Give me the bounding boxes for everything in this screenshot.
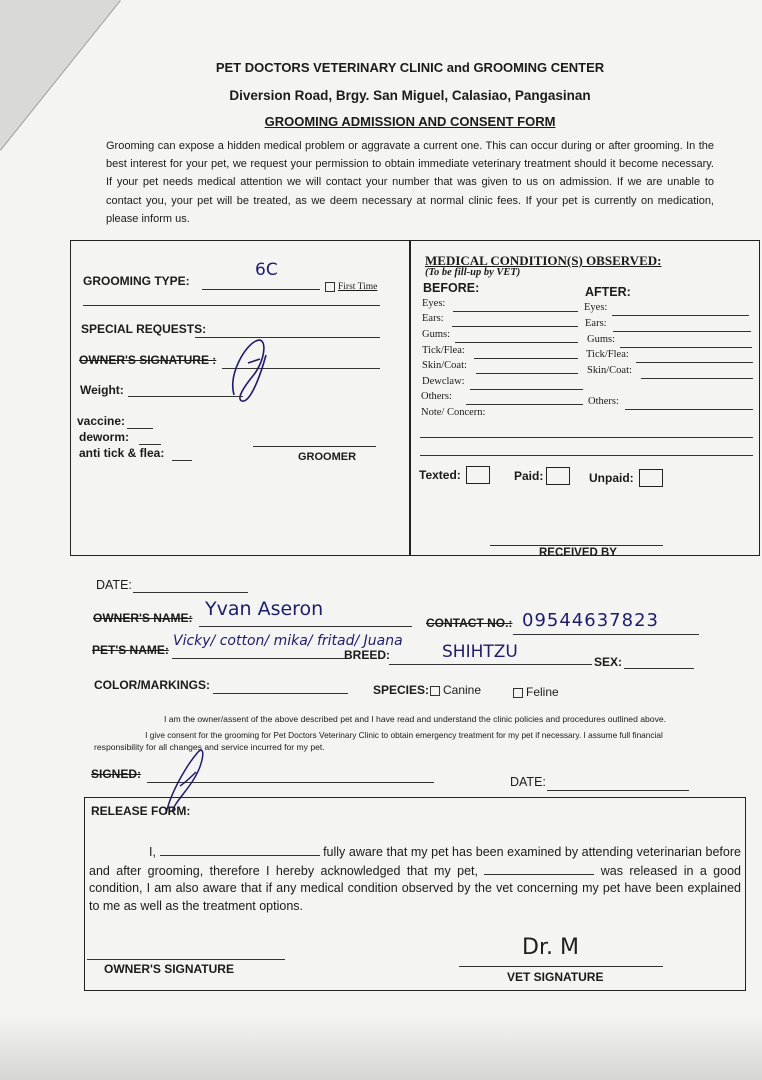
feline-checkbox[interactable] xyxy=(513,688,523,698)
color-markings-label: COLOR/MARKINGS: xyxy=(94,678,210,692)
pet-name-field[interactable] xyxy=(172,658,345,659)
pet-name-value: Vicky/ cotton/ mika/ fritad/ Juana xyxy=(173,633,403,649)
vet-signature-line[interactable] xyxy=(459,966,663,967)
note-concern-label: Note/ Concern: xyxy=(421,407,486,418)
anti-tick-field[interactable] xyxy=(172,460,192,461)
species-label: SPECIES: xyxy=(373,683,430,697)
after-skincoat-label: Skin/Coat: xyxy=(587,365,632,376)
anti-tick-label: anti tick & flea: xyxy=(79,446,165,460)
breed-value: SHIHTZU xyxy=(442,642,518,662)
note-line-1[interactable] xyxy=(420,437,753,438)
before-dewclaw-field[interactable] xyxy=(470,389,583,390)
before-label: BEFORE: xyxy=(423,281,480,295)
sex-field[interactable] xyxy=(624,668,694,669)
sex-label: SEX: xyxy=(594,655,623,669)
release-owner-signature-label: OWNER'S SIGNATURE xyxy=(104,962,234,976)
contact-label: CONTACT NO.: xyxy=(426,616,513,630)
after-label: AFTER: xyxy=(585,285,631,299)
received-by-line[interactable] xyxy=(490,545,663,546)
release-form-title: RELEASE FORM: xyxy=(91,804,191,818)
breed-label: BREED: xyxy=(344,648,391,662)
weight-label: Weight: xyxy=(80,383,124,397)
breed-field[interactable] xyxy=(389,664,592,665)
vet-signature-value: Dr. M xyxy=(522,935,579,960)
consent-line-2: I give consent for the grooming for Pet Doctors Veterinary Clinic to obtain emergency treatment for my pet if necessary. I assume full financial xyxy=(145,730,663,740)
contact-value: 09544637823 xyxy=(522,610,659,631)
signed-date-field[interactable] xyxy=(547,790,689,791)
color-markings-field[interactable] xyxy=(213,693,348,694)
release-paragraph xyxy=(89,843,741,915)
signed-label: SIGNED: xyxy=(91,767,142,781)
texted-label: Texted: xyxy=(419,468,461,482)
species-canine-option[interactable] xyxy=(430,683,481,697)
first-time-label: First Time xyxy=(338,282,378,293)
deworm-label: deworm: xyxy=(79,430,130,444)
paid-checkbox[interactable] xyxy=(546,467,570,485)
groomer-signature-line[interactable] xyxy=(253,446,376,447)
contact-field[interactable] xyxy=(513,634,699,635)
release-owner-name-blank[interactable] xyxy=(160,843,320,856)
after-others-label: Others: xyxy=(588,396,619,407)
intro-paragraph: Grooming can expose a hidden medical problem or aggravate a current one. This can occur during or after grooming. In the best interest for your pet, we request your permission to obtain immediate veterinary treatment should it become necessary. If your pet needs medical attention we will contact your number that was given to us on admission. If we are unable to contact you, your pet will be treated, as we deem necessary at normal clinic fees. If your pet is currently on medication, please inform us. xyxy=(106,140,714,225)
grooming-type-field[interactable] xyxy=(202,289,320,290)
unpaid-label: Unpaid: xyxy=(589,471,634,485)
date-field[interactable] xyxy=(133,592,248,593)
owner-signature-scribble xyxy=(226,333,274,405)
owner-name-value: Yvan Aseron xyxy=(205,598,324,620)
release-text-1: I, xyxy=(149,845,156,859)
grooming-type-value: 6C xyxy=(255,260,278,280)
deworm-field[interactable] xyxy=(139,444,161,445)
before-tickflea-label: Tick/Flea: xyxy=(422,345,465,356)
texted-checkbox[interactable] xyxy=(466,466,490,484)
clinic-name: PET DOCTORS VETERINARY CLINIC and GROOMING CENTER xyxy=(215,60,605,75)
release-owner-signature-line[interactable] xyxy=(87,959,285,960)
release-text-3: was released in a good condition, I am also aware that if any medical condition observed by the vet concerning my pet have been explained to me as well as the treatment options. xyxy=(89,863,741,913)
first-time-box[interactable] xyxy=(325,282,335,292)
note-line-2[interactable] xyxy=(420,455,753,456)
before-eyes-label: Eyes: xyxy=(422,298,446,309)
after-gums-label: Gums: xyxy=(587,334,616,345)
canine-label: Canine xyxy=(443,683,482,697)
after-gums-field[interactable] xyxy=(620,347,752,348)
received-by-label: RECEIVED BY xyxy=(539,547,617,559)
weight-field[interactable] xyxy=(128,396,243,397)
before-gums-label: Gums: xyxy=(422,329,451,340)
vaccine-label: vaccine: xyxy=(77,414,126,428)
before-others-field[interactable] xyxy=(466,404,583,405)
grooming-type-extra-line[interactable] xyxy=(83,305,380,306)
after-ears-field[interactable] xyxy=(613,331,751,332)
before-eyes-field[interactable] xyxy=(453,311,578,312)
owner-signature-label: OWNER'S SIGNATURE : xyxy=(79,353,217,367)
release-text-2: fully aware that my pet has been examined by attending veterinarian before and after grooming, therefore I hereby acknowledged that my pet, xyxy=(89,845,741,878)
box-divider xyxy=(409,240,411,556)
owner-name-label: OWNER'S NAME: xyxy=(93,611,193,625)
canine-checkbox[interactable] xyxy=(430,686,440,696)
signed-date-label: DATE: xyxy=(510,775,546,789)
after-eyes-field[interactable] xyxy=(612,315,749,316)
form-title: GROOMING ADMISSION AND CONSENT FORM xyxy=(264,114,556,129)
before-others-label: Others: xyxy=(421,391,452,402)
special-requests-field[interactable] xyxy=(195,337,380,338)
after-eyes-label: Eyes: xyxy=(584,302,608,313)
feline-label: Feline xyxy=(526,685,559,699)
vaccine-field[interactable] xyxy=(127,428,153,429)
after-skincoat-field[interactable] xyxy=(641,378,753,379)
before-dewclaw-label: Dewclaw: xyxy=(422,376,465,387)
before-tickflea-field[interactable] xyxy=(474,358,578,359)
before-ears-label: Ears: xyxy=(422,313,444,324)
after-others-field[interactable] xyxy=(625,409,753,410)
owner-name-field[interactable] xyxy=(199,626,412,627)
clinic-address: Diversion Road, Brgy. San Miguel, Calasiao, Pangasinan xyxy=(229,88,591,103)
pet-name-label: PET'S NAME: xyxy=(92,643,169,657)
before-skincoat-field[interactable] xyxy=(476,373,578,374)
special-requests-label: SPECIAL REQUESTS: xyxy=(81,322,207,336)
before-gums-field[interactable] xyxy=(455,342,578,343)
consent-line-1: I am the owner/assent of the above described pet and I have read and understand the clinic policies and procedures outlined above. xyxy=(163,714,667,724)
medical-title: MEDICAL CONDITION(S) OBSERVED: xyxy=(425,253,662,268)
before-ears-field[interactable] xyxy=(452,326,578,327)
before-skincoat-label: Skin/Coat: xyxy=(422,360,467,371)
groomer-label: GROOMER xyxy=(298,451,357,463)
release-pet-name-blank[interactable] xyxy=(484,862,594,875)
vet-signature-label: VET SIGNATURE xyxy=(507,970,604,984)
after-tickflea-label: Tick/Flea: xyxy=(586,349,629,360)
medical-subtitle: (To be fill-up by VET) xyxy=(425,267,521,278)
date-label: DATE: xyxy=(96,578,132,592)
after-ears-label: Ears: xyxy=(585,318,607,329)
after-tickflea-field[interactable] xyxy=(636,362,753,363)
consent-line-3: responsibility for all changes and service incurred for my pet. xyxy=(94,742,325,752)
unpaid-checkbox[interactable] xyxy=(639,469,663,487)
scan-shadow xyxy=(0,1016,762,1080)
first-time-checkbox[interactable] xyxy=(325,282,377,292)
species-feline-option[interactable] xyxy=(513,685,559,699)
grooming-type-label: GROOMING TYPE: xyxy=(83,274,190,288)
paid-label: Paid: xyxy=(514,469,544,483)
